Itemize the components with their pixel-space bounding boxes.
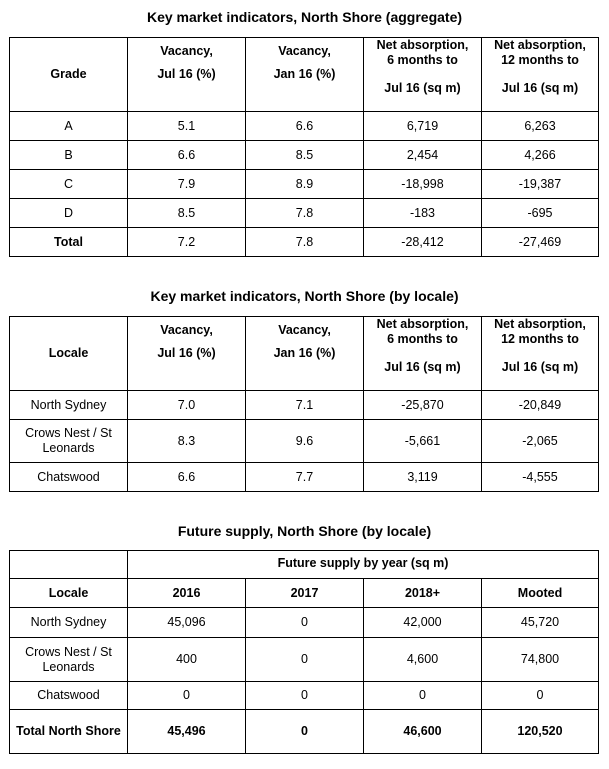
- cell: 4,600: [364, 638, 482, 682]
- cell: 45,720: [482, 608, 599, 638]
- cell-locale: Chatswood: [10, 463, 128, 492]
- table-row: [10, 391, 599, 420]
- table3: [9, 550, 599, 754]
- cell-total-label: Total: [10, 228, 128, 257]
- cell-total-label: Total North Shore: [10, 710, 128, 754]
- table1: [9, 37, 599, 257]
- header-locale: Locale: [10, 317, 128, 391]
- cell-locale: Crows Nest / St Leonards: [10, 638, 128, 682]
- table-row: [10, 112, 599, 141]
- table-row: [10, 463, 599, 492]
- cell: 7.8: [246, 199, 364, 228]
- header-net-absorption-12m: Net absorption, 12 months to Jul 16 (sq m): [482, 38, 599, 112]
- table-row: [10, 420, 599, 463]
- cell: 74,800: [482, 638, 599, 682]
- table1-title: Key market indicators, North Shore (aggregate): [146, 9, 463, 25]
- cell-grade: D: [10, 199, 128, 228]
- cell: 6.6: [128, 463, 246, 492]
- table3-title: Future supply, North Shore (by locale): [177, 523, 432, 539]
- header-vacancy-jul16: Vacancy, Jul 16 (%): [128, 38, 246, 112]
- header-net-absorption-6m: Net absorption, 6 months to Jul 16 (sq m): [364, 317, 482, 391]
- table-row: [10, 682, 599, 710]
- cell-grade: B: [10, 141, 128, 170]
- cell: -5,661: [364, 420, 482, 463]
- cell: 3,119: [364, 463, 482, 492]
- cell: 5.1: [128, 112, 246, 141]
- header-vacancy-jul16: Vacancy, Jul 16 (%): [128, 317, 246, 391]
- table3-group-header-row: [10, 551, 599, 579]
- header-grade: Grade: [10, 38, 128, 112]
- header-net-absorption-6m: Net absorption, 6 months to Jul 16 (sq m): [364, 38, 482, 112]
- cell: -20,849: [482, 391, 599, 420]
- cell: -4,555: [482, 463, 599, 492]
- cell-grade: C: [10, 170, 128, 199]
- header-vacancy-jan16: Vacancy, Jan 16 (%): [246, 38, 364, 112]
- cell: 7.8: [246, 228, 364, 257]
- cell: 7.0: [128, 391, 246, 420]
- empty-corner-cell: [10, 551, 128, 579]
- cell: -695: [482, 199, 599, 228]
- cell: 45,496: [128, 710, 246, 754]
- header-mooted: Mooted: [482, 579, 599, 608]
- table-row-total: [10, 710, 599, 754]
- cell: 0: [246, 638, 364, 682]
- cell-grade: A: [10, 112, 128, 141]
- header-2018-plus: 2018+: [364, 579, 482, 608]
- cell-locale: North Sydney: [10, 608, 128, 638]
- cell-locale: Chatswood: [10, 682, 128, 710]
- cell: 6.6: [246, 112, 364, 141]
- cell: 8.3: [128, 420, 246, 463]
- cell: 42,000: [364, 608, 482, 638]
- cell: -18,998: [364, 170, 482, 199]
- cell: 0: [246, 710, 364, 754]
- header-vacancy-jan16: Vacancy, Jan 16 (%): [246, 317, 364, 391]
- cell: 46,600: [364, 710, 482, 754]
- cell: -19,387: [482, 170, 599, 199]
- cell: -183: [364, 199, 482, 228]
- cell: 400: [128, 638, 246, 682]
- cell: 4,266: [482, 141, 599, 170]
- cell: 0: [364, 682, 482, 710]
- header-locale: Locale: [10, 579, 128, 608]
- cell: 0: [246, 608, 364, 638]
- table-row-total: [10, 228, 599, 257]
- table-row: [10, 199, 599, 228]
- cell: 7.2: [128, 228, 246, 257]
- cell: 8.5: [246, 141, 364, 170]
- cell: -28,412: [364, 228, 482, 257]
- cell: 7.1: [246, 391, 364, 420]
- cell: 8.9: [246, 170, 364, 199]
- table-row: [10, 608, 599, 638]
- cell: 6.6: [128, 141, 246, 170]
- table-row: [10, 170, 599, 199]
- cell: 9.6: [246, 420, 364, 463]
- table2-header-row: [10, 317, 599, 391]
- cell: 0: [246, 682, 364, 710]
- table1-header-row: [10, 38, 599, 112]
- cell: 7.7: [246, 463, 364, 492]
- cell: 45,096: [128, 608, 246, 638]
- header-net-absorption-12m: Net absorption, 12 months to Jul 16 (sq m): [482, 317, 599, 391]
- header-2017: 2017: [246, 579, 364, 608]
- header-future-supply-by-year: Future supply by year (sq m): [128, 551, 599, 579]
- table2: [9, 316, 599, 492]
- table3-header-row: [10, 579, 599, 608]
- cell: -2,065: [482, 420, 599, 463]
- table-row: [10, 141, 599, 170]
- cell: 6,719: [364, 112, 482, 141]
- cell: 0: [128, 682, 246, 710]
- cell-locale: Crows Nest / St Leonards: [10, 420, 128, 463]
- cell: 7.9: [128, 170, 246, 199]
- cell: -25,870: [364, 391, 482, 420]
- cell: 2,454: [364, 141, 482, 170]
- cell: 6,263: [482, 112, 599, 141]
- table-row: [10, 638, 599, 682]
- header-2016: 2016: [128, 579, 246, 608]
- cell-locale: North Sydney: [10, 391, 128, 420]
- cell: 0: [482, 682, 599, 710]
- table2-title: Key market indicators, North Shore (by locale): [150, 288, 459, 304]
- cell: -27,469: [482, 228, 599, 257]
- cell: 120,520: [482, 710, 599, 754]
- cell: 8.5: [128, 199, 246, 228]
